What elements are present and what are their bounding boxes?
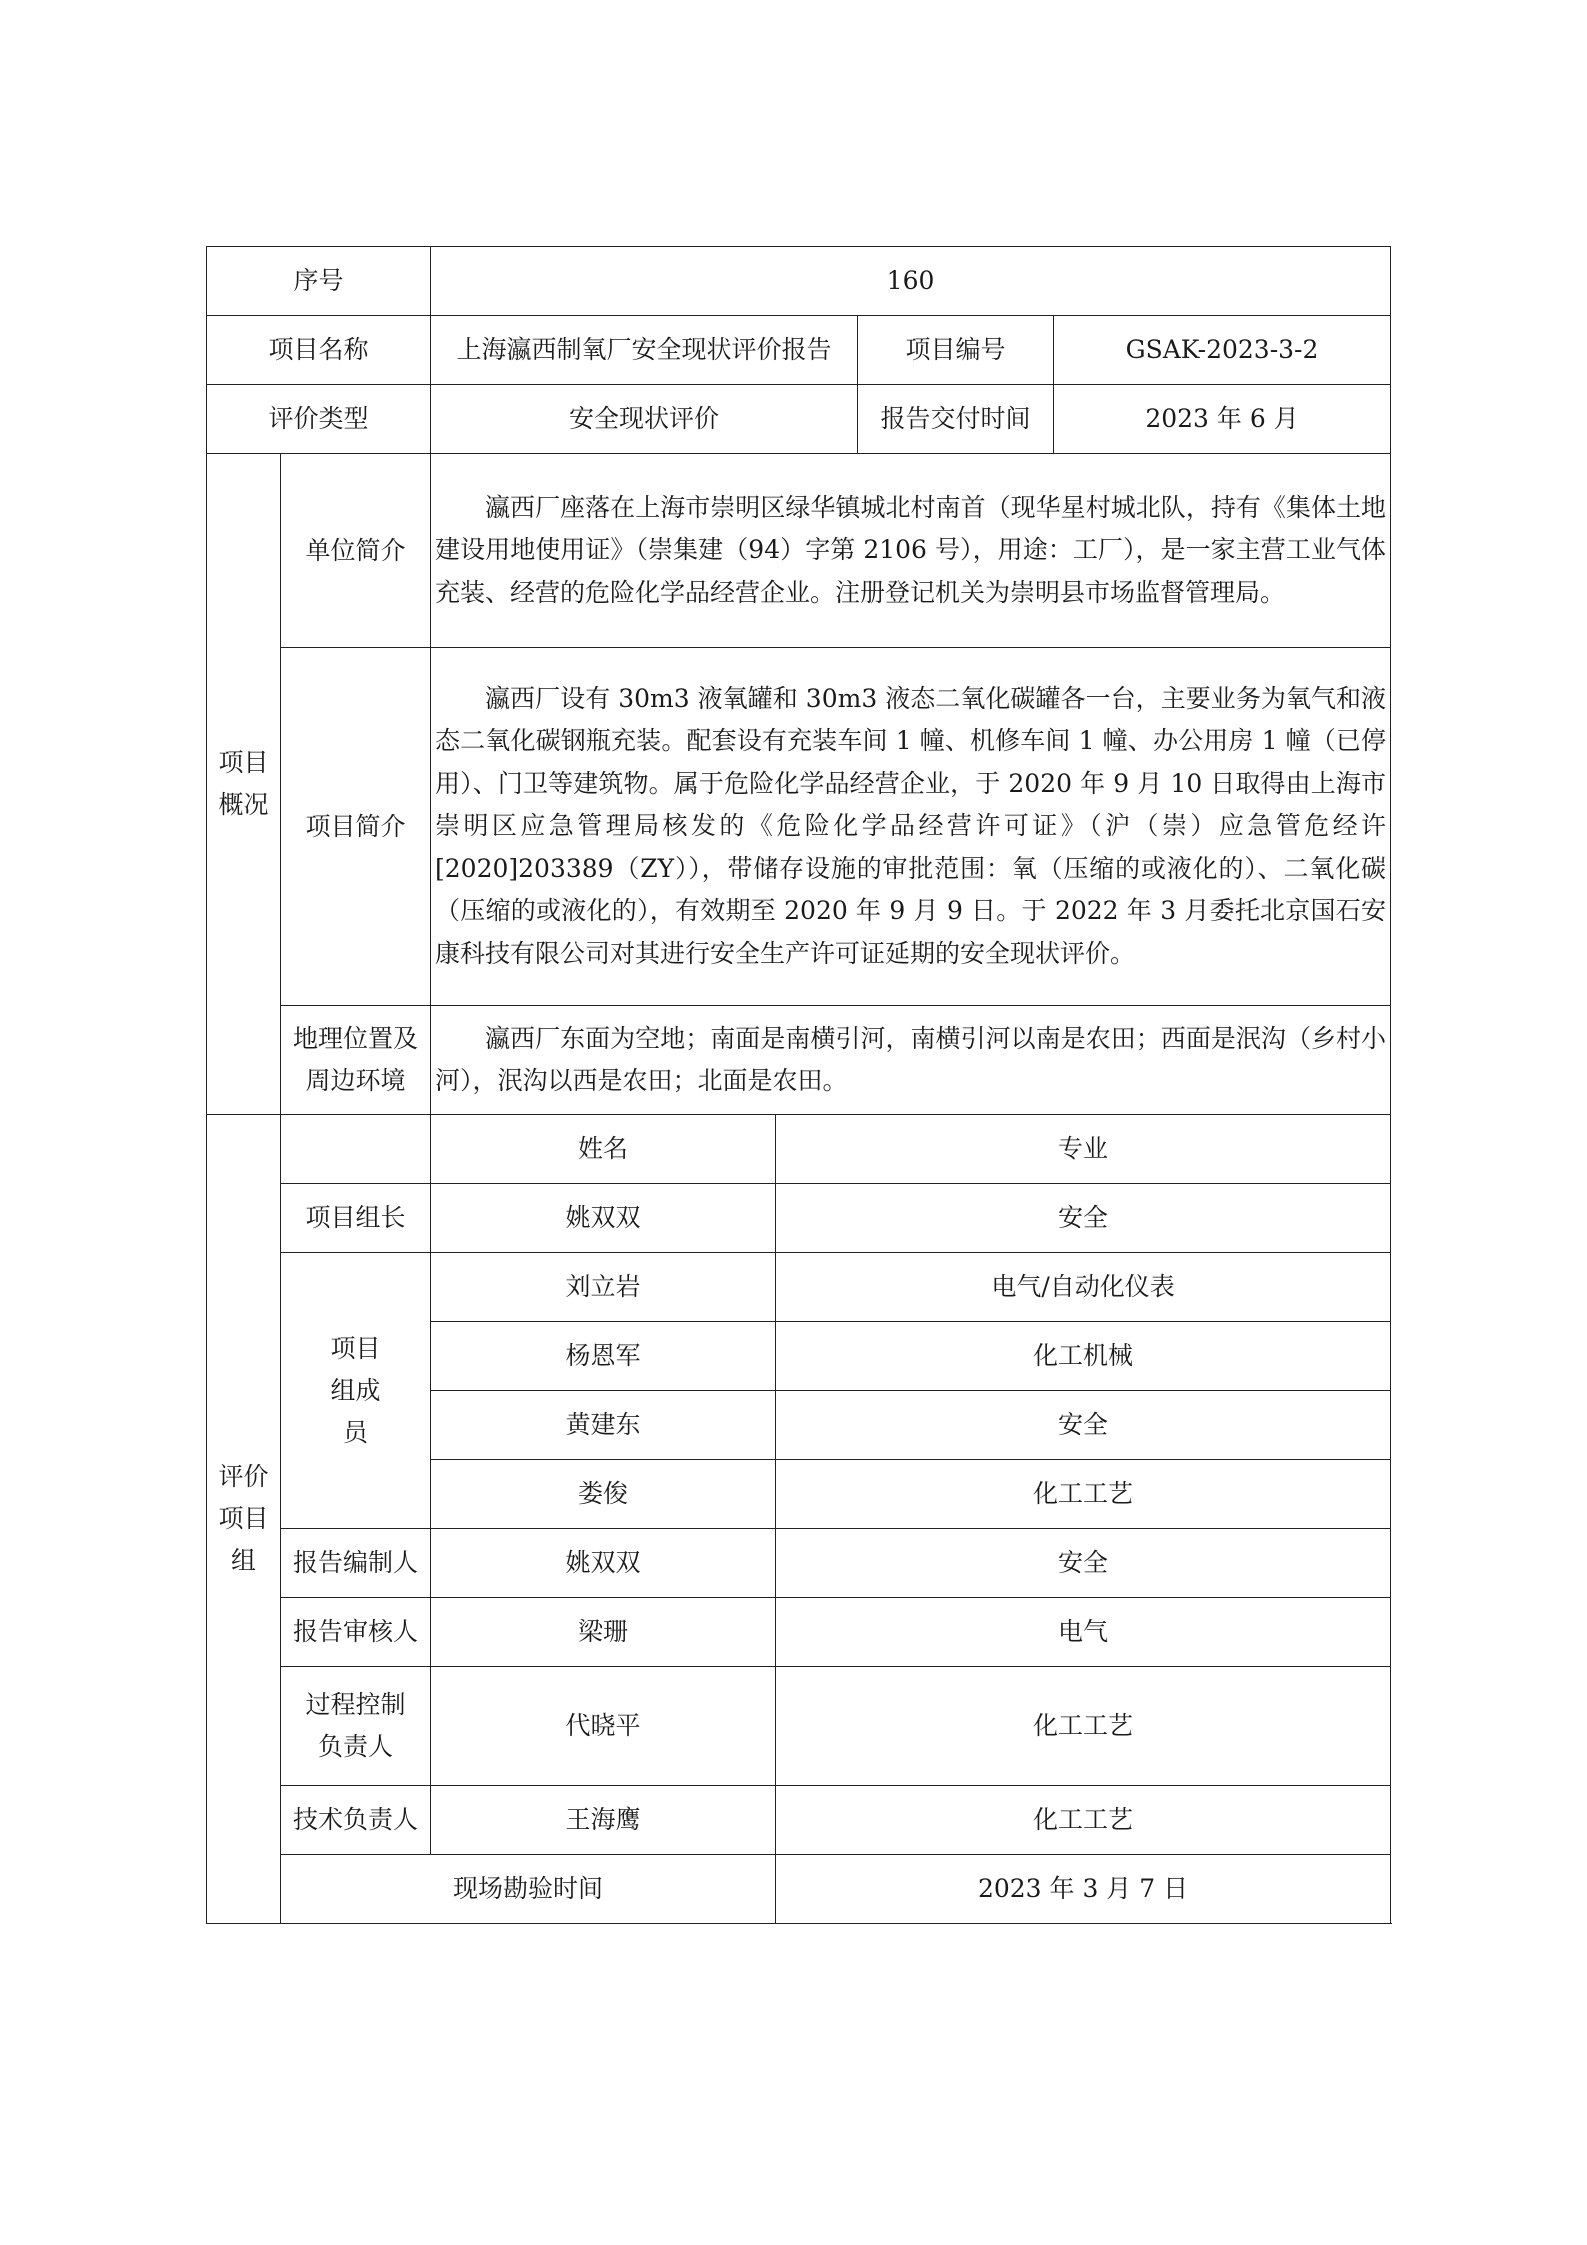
members-label: 项目组成员 bbox=[281, 1253, 431, 1529]
survey-time-label: 现场勘验时间 bbox=[281, 1855, 776, 1924]
report-reviewer-name: 梁珊 bbox=[431, 1598, 776, 1667]
unit-intro-label: 单位简介 bbox=[281, 454, 431, 648]
delivery-time-value: 2023 年 6 月 bbox=[1054, 385, 1391, 454]
report-writer-label: 报告编制人 bbox=[281, 1529, 431, 1598]
evaluation-project-table bbox=[206, 246, 1391, 1924]
tech-lead-label: 技术负责人 bbox=[281, 1786, 431, 1855]
unit-intro-text: 瀛西厂座落在上海市崇明区绿华镇城北村南首（现华星村城北队，持有《集体土地建设用地使用证》（崇集建（94）字第 2106 号），用途：工厂），是一家主营工业气体充装、经营的危险化学品经营企业。注册登记机关为崇明县市场监督管理局。 bbox=[431, 454, 1391, 648]
project-intro-text: 瀛西厂设有 30m3 液氧罐和 30m3 液态二氧化碳罐各一台，主要业务为氧气和液态二氧化碳钢瓶充装。配套设有充装车间 1 幢、机修车间 1 幢、办公用房 1 幢（已停用）、门卫等建筑物。属于危险化学品经营企业，于 2020 年 9 月 10 日取得由上海市崇明区应急管理局核发的《危险化学品经营许可证》（沪（崇）应急管危经许[2020]203389（ZY）），带储存设施的审批范围：氧（压缩的或液化的）、二氧化碳（压缩的或液化的），有效期至 2020 年 9 月 9 日。于 2022 年 3 月委托北京国石安康科技有限公司对其进行安全生产许可证延期的安全现状评价。 bbox=[431, 648, 1391, 1006]
member-major: 化工机械 bbox=[776, 1322, 1391, 1391]
tech-lead-major: 化工工艺 bbox=[776, 1786, 1391, 1855]
project-no-value: GSAK-2023-3-2 bbox=[1054, 316, 1391, 385]
col-header-name: 姓名 bbox=[431, 1115, 776, 1184]
eval-type-label: 评价类型 bbox=[207, 385, 431, 454]
leader-name: 姚双双 bbox=[431, 1184, 776, 1253]
overview-group-label: 项目概况 bbox=[207, 454, 281, 1115]
report-writer-major: 安全 bbox=[776, 1529, 1391, 1598]
team-group-label: 评价项目组 bbox=[207, 1115, 281, 1924]
geo-location-label: 地理位置及周边环境 bbox=[281, 1006, 431, 1115]
process-control-label: 过程控制负责人 bbox=[281, 1667, 431, 1786]
process-control-major: 化工工艺 bbox=[776, 1667, 1391, 1786]
project-name-value: 上海瀛西制氧厂安全现状评价报告 bbox=[431, 316, 858, 385]
survey-time-value: 2023 年 3 月 7 日 bbox=[776, 1855, 1391, 1924]
project-no-label: 项目编号 bbox=[858, 316, 1054, 385]
leader-major: 安全 bbox=[776, 1184, 1391, 1253]
member-name: 刘立岩 bbox=[431, 1253, 776, 1322]
member-name: 娄俊 bbox=[431, 1460, 776, 1529]
leader-label: 项目组长 bbox=[281, 1184, 431, 1253]
serial-label: 序号 bbox=[207, 247, 431, 316]
report-reviewer-major: 电气 bbox=[776, 1598, 1391, 1667]
project-intro-label: 项目简介 bbox=[281, 648, 431, 1006]
team-header-blank bbox=[281, 1115, 431, 1184]
member-major: 化工工艺 bbox=[776, 1460, 1391, 1529]
member-major: 安全 bbox=[776, 1391, 1391, 1460]
project-name-label: 项目名称 bbox=[207, 316, 431, 385]
member-name: 黄建东 bbox=[431, 1391, 776, 1460]
member-major: 电气/自动化仪表 bbox=[776, 1253, 1391, 1322]
process-control-name: 代晓平 bbox=[431, 1667, 776, 1786]
delivery-time-label: 报告交付时间 bbox=[858, 385, 1054, 454]
eval-type-value: 安全现状评价 bbox=[431, 385, 858, 454]
col-header-major: 专业 bbox=[776, 1115, 1391, 1184]
member-name: 杨恩军 bbox=[431, 1322, 776, 1391]
report-writer-name: 姚双双 bbox=[431, 1529, 776, 1598]
tech-lead-name: 王海鹰 bbox=[431, 1786, 776, 1855]
geo-location-text: 瀛西厂东面为空地；南面是南横引河，南横引河以南是农田；西面是泯沟（乡村小河），泯沟以西是农田；北面是农田。 bbox=[431, 1006, 1391, 1115]
serial-value: 160 bbox=[431, 247, 1391, 316]
report-reviewer-label: 报告审核人 bbox=[281, 1598, 431, 1667]
